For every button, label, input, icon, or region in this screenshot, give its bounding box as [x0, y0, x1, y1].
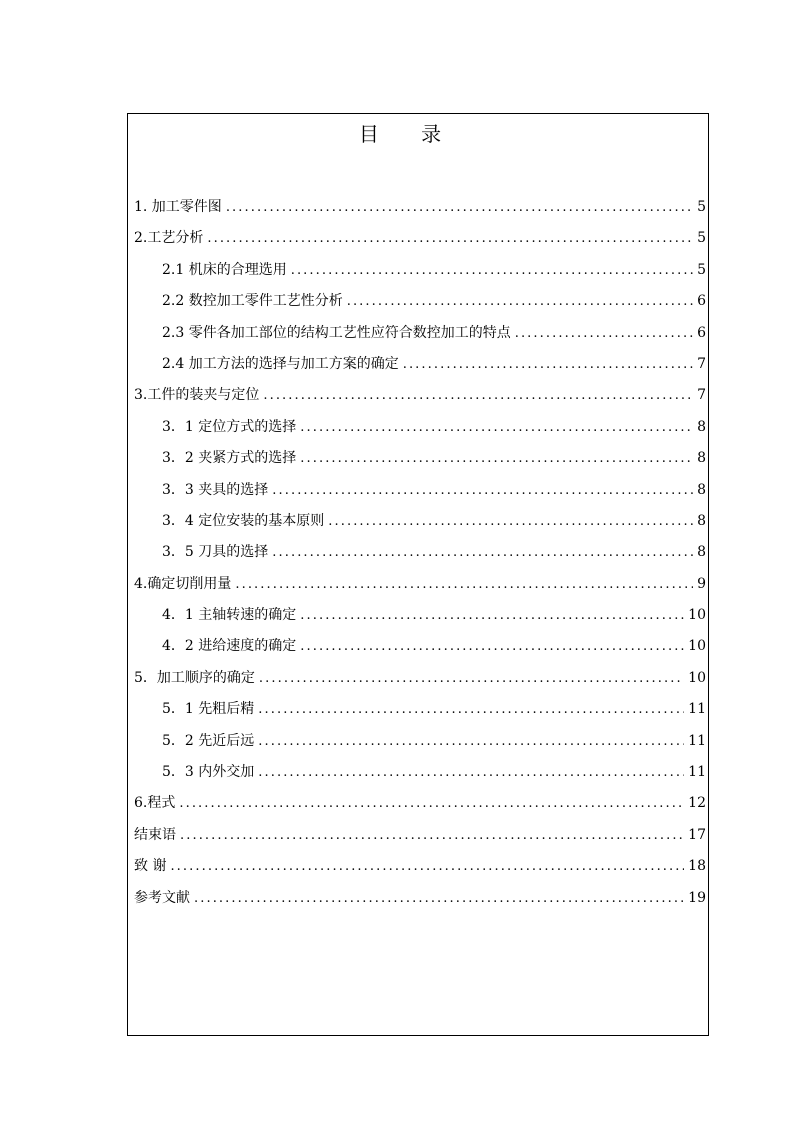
dot-leader: [207, 231, 693, 246]
toc-entry-page: 10: [688, 607, 706, 624]
toc-entry-page: 5: [697, 261, 706, 278]
toc-entry[interactable]: [134, 227, 706, 258]
toc-entry[interactable]: [134, 353, 706, 384]
toc-entry[interactable]: [134, 322, 706, 353]
toc-entry[interactable]: [134, 573, 706, 604]
dot-leader: [263, 388, 693, 403]
toc-entry-label: 3.工件的装夹与定位: [134, 387, 260, 404]
toc-entry-page: 8: [697, 450, 706, 467]
toc-entry[interactable]: [134, 196, 706, 227]
toc-entry[interactable]: [134, 290, 706, 321]
toc-entry[interactable]: [134, 479, 706, 510]
toc-entry[interactable]: [134, 416, 706, 447]
toc-entry-label: 4．1 主轴转速的确定: [162, 607, 297, 624]
toc-entry-label: 5．3 内外交加: [162, 764, 255, 781]
toc-entry[interactable]: [134, 698, 706, 729]
toc-entry-label: 5．加工顺序的确定: [134, 669, 255, 686]
toc-entry-label: 5．1 先粗后精: [162, 701, 255, 718]
toc-entry[interactable]: [134, 604, 706, 635]
toc-entry[interactable]: [134, 887, 706, 918]
toc-entry[interactable]: [134, 384, 706, 415]
dot-leader: [180, 828, 684, 843]
toc-entry-page: 12: [688, 795, 706, 812]
toc-entry-page: 8: [697, 512, 706, 529]
toc-entry[interactable]: [134, 447, 706, 478]
toc-entry[interactable]: [134, 792, 706, 823]
toc-entry[interactable]: [134, 761, 706, 792]
toc-entry-page: 9: [697, 575, 706, 592]
toc-entry[interactable]: [134, 541, 706, 572]
toc-entry-label: 2.3 零件各加工部位的结构工艺性应符合数控加工的特点: [162, 324, 511, 341]
toc-entry-page: 8: [697, 544, 706, 561]
toc-entry[interactable]: [134, 730, 706, 761]
toc-entry-label: 2.工艺分析: [134, 230, 204, 247]
dot-leader: [272, 545, 693, 560]
dot-leader: [259, 671, 684, 686]
dot-leader: [300, 451, 693, 466]
dot-leader: [300, 608, 684, 623]
dot-leader: [403, 357, 693, 372]
toc-entry-label: 3．2 夹紧方式的选择: [162, 450, 297, 467]
toc-entry-label: 1. 加工零件图: [134, 199, 222, 215]
toc-entry-page: 5: [697, 230, 706, 247]
toc-entry-label: 3．1 定位方式的选择: [162, 418, 297, 435]
toc-entry-page: 11: [688, 732, 706, 749]
toc-entry-page: 18: [688, 858, 706, 875]
dot-leader: [300, 420, 693, 435]
dot-leader: [258, 765, 684, 780]
toc-entry-label: 2.4 加工方法的选择与加工方案的确定: [162, 355, 399, 372]
toc-entry[interactable]: [134, 855, 706, 886]
toc-entry-label: 结束语: [134, 826, 176, 843]
dot-leader: [258, 734, 684, 749]
dot-leader: [328, 514, 693, 529]
toc-entry-label: 4.确定切削用量: [134, 575, 232, 592]
toc-entry-label: 2.1 机床的合理选用: [162, 261, 287, 278]
toc-entry-page: 10: [688, 669, 706, 686]
toc-entry-label: 5．2 先近后远: [162, 732, 255, 749]
toc-entry-label: 2.2 数控加工零件工艺性分析: [162, 293, 343, 310]
toc-entry-page: 10: [688, 638, 706, 655]
dot-leader: [272, 483, 693, 498]
toc-entry[interactable]: [134, 635, 706, 666]
toc-entry-page: 7: [697, 387, 706, 404]
dot-leader: [258, 702, 684, 717]
toc-entry-label: 6.程式: [134, 795, 176, 812]
dot-leader: [226, 200, 693, 215]
toc-entry-label: 3．3 夹具的选择: [162, 481, 269, 498]
toc-entry-page: 11: [688, 764, 706, 781]
toc-entry-label: 4．2 进给速度的确定: [162, 638, 297, 655]
toc-entry-label: 参考文献: [134, 889, 190, 906]
dot-leader: [179, 796, 684, 811]
dot-leader: [194, 891, 684, 906]
toc-entry-page: 8: [697, 481, 706, 498]
toc-entry[interactable]: [134, 667, 706, 698]
toc-entry-page: 7: [697, 355, 706, 372]
toc-entry-page: 8: [697, 418, 706, 435]
toc-entry-label: 致 谢: [134, 858, 167, 875]
toc-entry[interactable]: [134, 259, 706, 290]
toc-entry-page: 19: [688, 889, 706, 906]
toc-entry-label: 3．5 刀具的选择: [162, 544, 269, 561]
dot-leader: [170, 859, 684, 874]
table-of-contents: [134, 196, 706, 918]
toc-title: 目 录: [358, 122, 460, 146]
toc-entry-page: 6: [697, 293, 706, 310]
toc-entry[interactable]: [134, 510, 706, 541]
dot-leader: [291, 263, 693, 278]
toc-entry-label: 3．4 定位安装的基本原则: [162, 512, 325, 529]
toc-entry[interactable]: [134, 824, 706, 855]
toc-entry-page: 6: [697, 324, 706, 341]
dot-leader: [300, 639, 684, 654]
dot-leader: [235, 577, 693, 592]
toc-entry-page: 11: [688, 701, 706, 718]
toc-entry-page: 5: [697, 199, 706, 215]
dot-leader: [347, 294, 693, 309]
dot-leader: [515, 326, 693, 341]
toc-entry-page: 17: [688, 826, 706, 843]
